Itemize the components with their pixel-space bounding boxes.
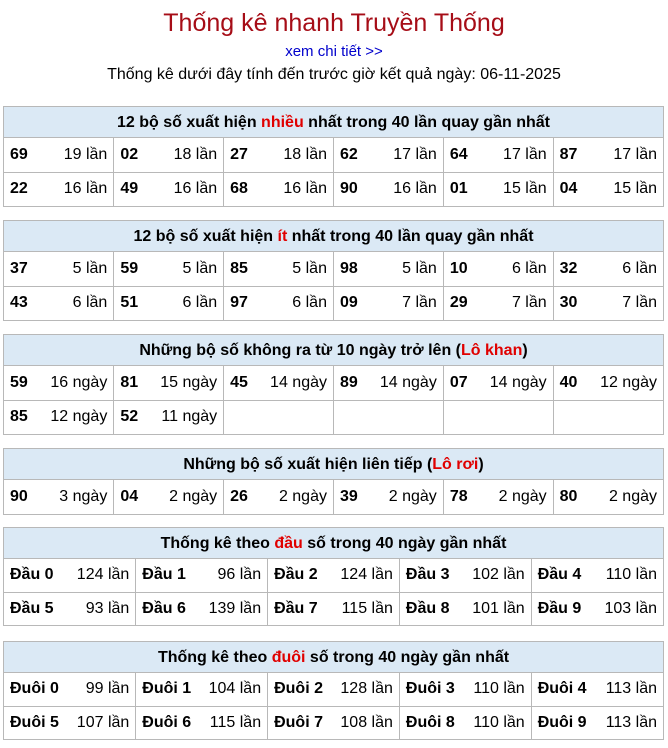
cell-count: 7 lần [511,294,547,312]
cell-count: 5 lần [292,259,327,277]
cell-count: 6 lần [72,294,108,312]
table-cell [443,252,553,286]
table-row [4,592,663,625]
table-cell [553,366,663,400]
cell-count: 18 lần [173,145,218,163]
table-cell [333,172,443,206]
cell-count: 139 lần [208,599,262,617]
cell-count: 110 lần [473,713,525,731]
cell-number: Đuôi 2 [274,680,323,698]
cell-number: Đuôi 3 [405,680,455,698]
cell-count: 6 lần [292,294,327,312]
cell-count: 16 lần [283,180,327,198]
cell-number: Đuôi 6 [142,713,192,731]
table-cell [4,172,114,206]
table-cell [224,252,334,286]
lo-khan-heading [4,335,663,366]
lo-khan-table [4,366,663,434]
table-cell [224,172,334,206]
cell-number: Đuôi 8 [405,713,455,731]
cell-count: 93 lần [85,599,130,617]
heading-highlight: đuôi [271,649,306,666]
heading-text: số trong 40 ngày gần nhất [302,535,507,552]
table-cell [136,559,268,592]
table-cell [4,366,114,400]
table-cell [114,252,224,286]
cell-number: 85 [10,408,28,426]
cell-count: 15 lần [503,180,547,198]
table-row [4,138,663,172]
cell-count: 102 lần [472,566,525,584]
table-cell [224,366,334,400]
table-cell [443,400,553,434]
heading-text: số trong 40 ngày gần nhất [305,649,510,666]
cell-count: 124 lần [76,566,130,584]
table-cell [399,706,531,739]
table-cell [224,400,334,434]
lo-roi-heading [4,449,663,480]
cell-count: 115 lần [341,599,393,617]
table-cell [553,286,663,320]
cell-number: Đầu 9 [537,599,582,617]
duoi-stats-table [4,673,663,739]
heading-text: 12 bộ số xuất hiện [133,228,278,245]
cell-number: Đuôi 7 [274,713,323,731]
cell-count: 16 lần [63,180,108,198]
lo-roi-table [4,480,663,514]
table-cell [531,559,663,592]
cell-count: 16 lần [173,180,218,198]
least-frequent-table [4,252,663,320]
cell-number: Đầu 3 [405,566,450,584]
cell-count: 6 lần [511,259,547,277]
cell-number: 80 [559,488,578,505]
table-cell [399,673,531,706]
cell-number: 45 [230,373,248,391]
cell-number: Đầu 6 [142,599,186,617]
table-cell [553,138,663,172]
cell-number: 97 [230,294,248,312]
cell-count: 17 lần [393,145,437,163]
table-cell [4,286,114,320]
table-row [4,706,663,739]
cell-count: 18 lần [283,145,327,163]
table-cell [443,138,553,172]
cell-count: 110 lần [473,680,525,698]
table-cell [4,673,136,706]
cell-count: 124 lần [340,566,393,584]
table-cell [443,366,553,400]
heading-text: nhất trong 40 lần quay gần nhất [287,228,534,245]
table-cell [4,138,114,172]
cell-number: Đuôi 1 [142,680,192,698]
cell-count: 6 lần [622,259,657,277]
cell-count: 96 lần [217,566,262,584]
lo-roi-section [3,448,664,515]
cell-number: Đuôi 5 [10,713,59,731]
cell-number: 68 [230,180,248,198]
cell-count: 101 lần [472,599,525,617]
dau-stats-table [4,559,663,625]
cell-number: 30 [559,294,578,312]
dau-stats-heading [4,528,663,559]
cell-count: 12 ngày [600,373,657,391]
cell-count: 17 lần [503,145,547,163]
cell-number: 90 [10,488,28,505]
cell-number: 59 [10,373,28,391]
cell-number: 49 [120,180,139,198]
cell-number: Đuôi 0 [10,680,59,698]
heading-text: nhất trong 40 lần quay gần nhất [303,114,550,131]
cell-number: 69 [10,145,28,163]
most-frequent-heading [4,107,663,138]
cell-number: 59 [120,259,139,277]
cell-number: 02 [120,145,139,163]
heading-highlight: ít [277,228,288,245]
cell-number: 27 [230,145,248,163]
table-cell [531,706,663,739]
cell-number: Đầu 0 [10,566,54,584]
cell-number: Đuôi 9 [537,713,587,731]
cell-count: 5 lần [72,259,108,277]
cell-number: 43 [10,294,28,312]
cell-number: Đuôi 4 [537,680,587,698]
least-frequent-heading [4,221,663,252]
table-row [4,172,663,206]
cell-count: 15 lần [613,180,657,198]
duoi-stats-section [3,641,664,740]
cell-count: 16 lần [393,180,437,198]
table-row [4,559,663,592]
cell-number: 52 [120,408,139,426]
cell-count: 113 lần [605,713,657,731]
table-cell [224,138,334,172]
table-cell [268,592,400,625]
cell-number: 29 [449,294,468,312]
table-cell [553,400,663,434]
table-cell [4,400,114,434]
cell-number: 04 [559,180,578,198]
cell-count: 6 lần [182,294,218,312]
heading-text: ) [478,456,484,473]
table-cell [333,138,443,172]
table-cell [531,592,663,625]
cell-count: 14 ngày [270,373,327,391]
cell-number: Đầu 2 [274,566,318,584]
page-header [0,0,668,90]
table-row [4,400,663,434]
table-cell [333,252,443,286]
most-frequent-table [4,138,663,206]
table-cell [114,400,224,434]
heading-highlight: Lô khan [461,342,523,359]
cell-count: 115 lần [209,713,262,731]
cell-count: 2 ngày [169,488,218,505]
lo-khan-section [3,334,664,435]
cell-count: 113 lần [605,680,657,698]
cell-count: 7 lần [622,294,657,312]
table-cell [4,706,136,739]
cell-count: 2 ngày [278,488,327,505]
cell-count: 107 lần [76,713,130,731]
table-row [4,480,663,514]
cell-number: Đầu 8 [405,599,450,617]
table-cell [114,286,224,320]
table-cell [114,480,224,514]
cell-number: 81 [120,373,139,391]
table-cell [114,138,224,172]
table-cell [4,480,114,514]
heading-text: ) [522,342,528,359]
cell-number: 64 [449,145,468,163]
table-cell [553,252,663,286]
cell-count: 2 ngày [498,488,547,505]
table-cell [136,592,268,625]
cell-number: Đầu 1 [142,566,186,584]
cell-count: 128 lần [340,680,393,698]
table-cell [333,400,443,434]
heading-text: Thống kê theo [157,649,272,666]
cell-number: 10 [449,259,468,277]
table-cell [136,673,268,706]
table-row [4,252,663,286]
duoi-stats-heading [4,642,663,673]
cell-number: 39 [339,488,358,505]
cell-number: 90 [339,180,358,198]
cell-number: 22 [10,180,28,198]
table-cell [268,559,400,592]
cell-count: 19 lần [63,145,108,163]
cell-number: 85 [230,259,248,277]
cell-count: 14 ngày [379,373,437,391]
dau-stats-section [3,527,664,626]
cell-number: 89 [339,373,358,391]
heading-highlight: nhiều [261,114,304,131]
most-frequent-section [3,106,664,207]
cell-count: 14 ngày [489,373,547,391]
cell-number: Đầu 5 [10,599,54,617]
cell-number: 37 [10,259,28,277]
table-cell [4,559,136,592]
cell-number: Đầu 7 [274,599,318,617]
cell-number: 07 [449,373,468,391]
table-cell [224,286,334,320]
table-cell [136,706,268,739]
heading-text: Thống kê theo [160,535,275,552]
cell-number: 51 [120,294,139,312]
table-row [4,366,663,400]
cell-count: 16 ngày [50,373,108,391]
table-cell [553,480,663,514]
table-cell [114,366,224,400]
table-cell [268,673,400,706]
cell-count: 3 ngày [59,488,108,505]
cell-count: 103 lần [604,599,657,617]
cell-number: 01 [449,180,468,198]
cell-number: 09 [339,294,358,312]
cell-number: Đầu 4 [537,566,582,584]
heading-text: Những bộ số xuất hiện liên tiếp ( [183,456,433,473]
cell-count: 2 ngày [388,488,437,505]
table-cell [531,673,663,706]
cell-count: 5 lần [402,259,437,277]
cell-count: 108 lần [340,713,393,731]
cell-count: 99 lần [85,680,130,698]
table-cell [399,559,531,592]
cell-number: 40 [559,373,578,391]
table-row [4,286,663,320]
table-cell [443,286,553,320]
cell-count: 17 lần [613,145,657,163]
least-frequent-section [3,220,664,321]
cell-count: 7 lần [402,294,437,312]
cell-number: 26 [230,488,248,505]
view-detail-link[interactable]: xem chi tiết >> [285,43,383,60]
cell-count: 110 lần [605,566,657,584]
cell-count: 2 ngày [608,488,657,505]
cell-number: 87 [559,145,578,163]
cell-count: 15 ngày [160,373,218,391]
cell-count: 11 ngày [161,408,218,426]
table-cell [333,286,443,320]
stats-date-note: Thống kê dưới đây tính đến trước giờ kết quả ngày: 06-11-2025 [107,66,561,83]
page-title: Thống kê nhanh Truyền Thống [163,9,505,37]
cell-count: 104 lần [208,680,262,698]
table-cell [443,480,553,514]
cell-number: 98 [339,259,358,277]
heading-text: 12 bộ số xuất hiện [117,114,262,131]
table-cell [443,172,553,206]
table-cell [553,172,663,206]
table-cell [224,480,334,514]
table-cell [4,252,114,286]
table-cell [268,706,400,739]
table-cell [4,592,136,625]
table-row [4,673,663,706]
cell-number: 78 [449,488,468,505]
cell-number: 32 [559,259,578,277]
cell-count: 5 lần [182,259,218,277]
table-cell [399,592,531,625]
table-cell [333,480,443,514]
cell-count: 12 ngày [50,408,108,426]
table-cell [333,366,443,400]
table-cell [114,172,224,206]
heading-text: Những bộ số không ra từ 10 ngày trở lên ( [139,342,461,359]
cell-number: 62 [339,145,358,163]
heading-highlight: Lô rơi [432,456,479,473]
cell-number: 04 [120,488,139,505]
heading-highlight: đầu [274,535,303,552]
